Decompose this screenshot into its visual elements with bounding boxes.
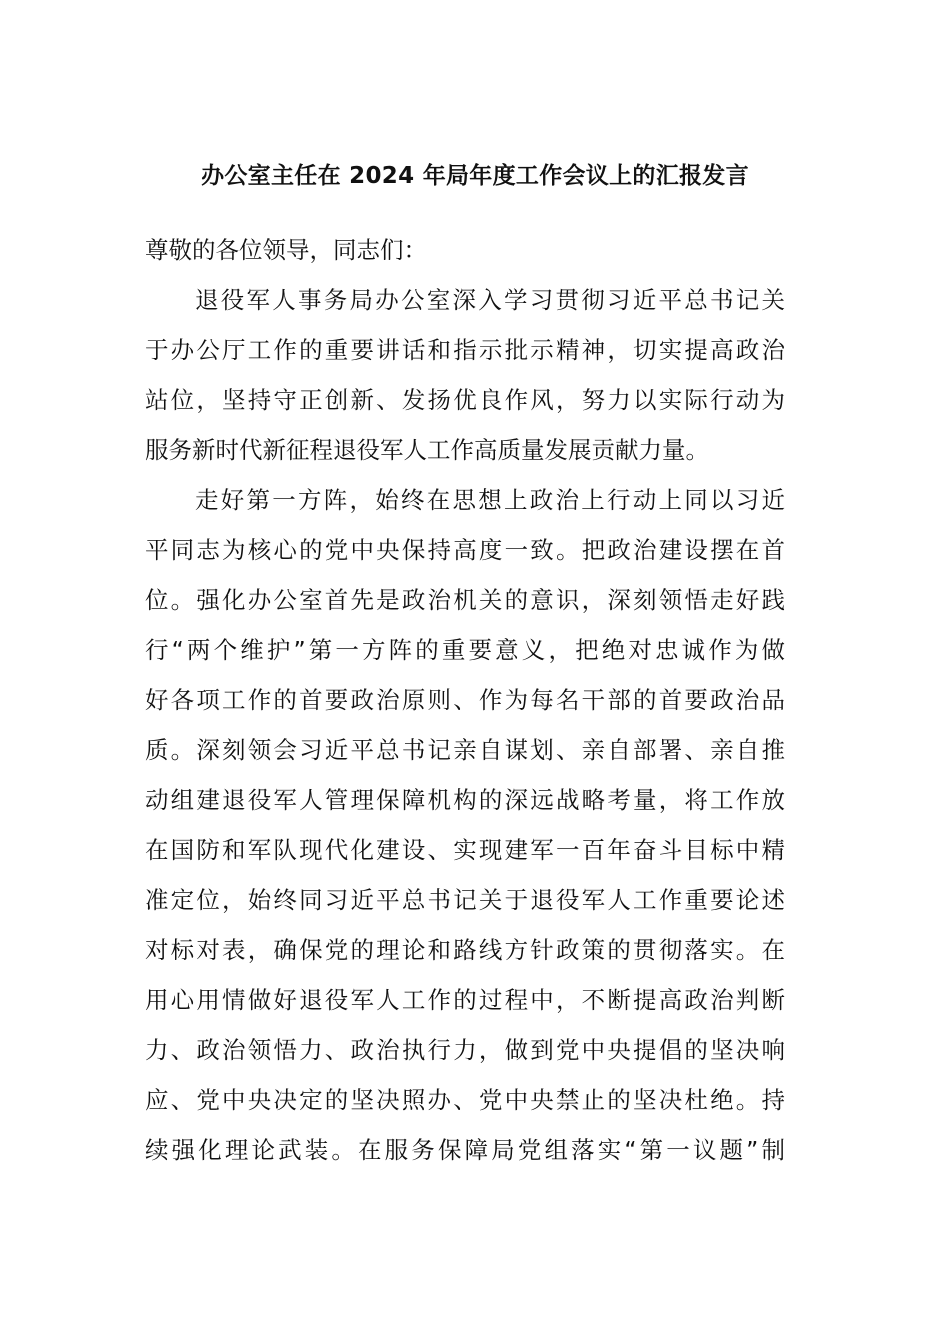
paragraph-line: 于办公厅工作的重要讲话和指示批示精神，切实提高政治: [145, 336, 785, 364]
paragraph-line: 质。深刻领会习近平总书记亲自谋划、亲自部署、亲自推: [145, 736, 785, 764]
paragraph-line: 站位，坚持守正创新、发扬优良作风，努力以实际行动为: [145, 386, 785, 414]
paragraph-line: 续强化理论武装。在服务保障局党组落实“第一议题”制: [145, 1136, 785, 1164]
paragraph-line: 力、政治领悟力、政治执行力，做到党中央提倡的坚决响: [145, 1036, 785, 1064]
paragraph-2: [145, 475, 785, 1175]
paragraph-line: 准定位，始终同习近平总书记关于退役军人工作重要论述: [145, 886, 785, 914]
paragraph-line: 平同志为核心的党中央保持高度一致。把政治建设摆在首: [145, 536, 785, 564]
document-body: [145, 225, 785, 1175]
paragraph-line: 对标对表，确保党的理论和路线方针政策的贯彻落实。在: [145, 936, 785, 964]
paragraph-line: 行“两个维护”第一方阵的重要意义，把绝对忠诚作为做: [145, 636, 785, 664]
paragraph-line: 位。强化办公室首先是政治机关的意识，深刻领悟走好践: [145, 586, 785, 614]
document-title: 办公室主任在 2024 年局年度工作会议上的汇报发言: [201, 163, 749, 189]
paragraph-line: 好各项工作的首要政治原则、作为每名干部的首要政治品: [145, 686, 785, 714]
paragraph-line: 应、党中央决定的坚决照办、党中央禁止的坚决杜绝。持: [145, 1086, 785, 1114]
paragraph-line: 动组建退役军人管理保障机构的深远战略考量，将工作放: [145, 786, 785, 814]
paragraph-1: [145, 275, 785, 475]
paragraph-line: 用心用情做好退役军人工作的过程中，不断提高政治判断: [145, 986, 785, 1014]
paragraph-line: 走好第一方阵，始终在思想上政治上行动上同以习近: [195, 486, 785, 514]
salutation: 尊敬的各位领导，同志们：: [145, 236, 427, 264]
paragraph-line: 在国防和军队现代化建设、实现建军一百年奋斗目标中精: [145, 836, 785, 864]
paragraph-line: 服务新时代新征程退役军人工作高质量发展贡献力量。: [145, 436, 709, 464]
paragraph-line: 退役军人事务局办公室深入学习贯彻习近平总书记关: [195, 286, 785, 314]
